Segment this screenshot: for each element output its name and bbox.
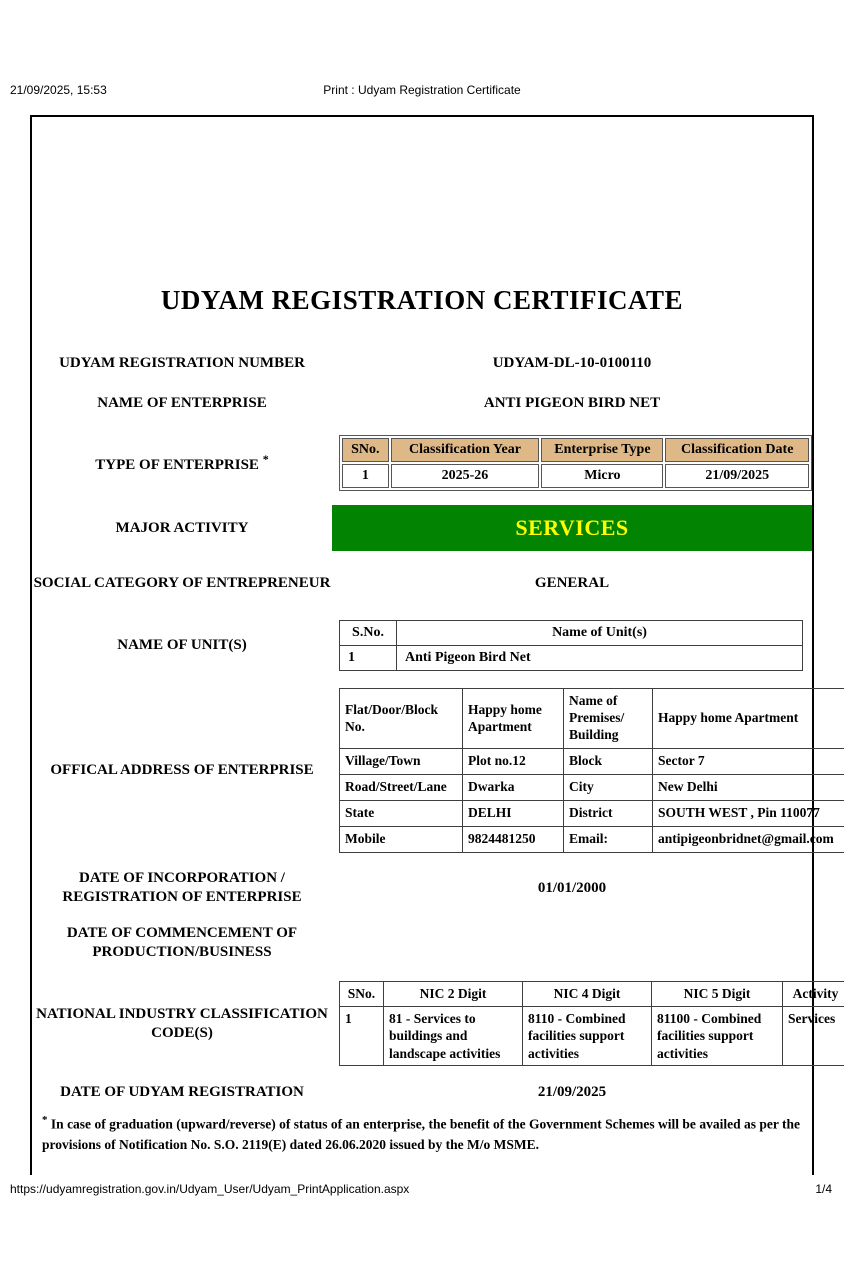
row-registration-number xyxy=(32,354,812,373)
row-incorporation-date xyxy=(32,868,812,908)
print-url: https://udyamregistration.gov.in/Udyam_User/Udyam_PrintApplication.aspx xyxy=(10,1182,410,1196)
cell-block-value: Sector 7 xyxy=(653,749,844,775)
col-sno: SNo. xyxy=(342,438,389,462)
table-row xyxy=(340,749,844,775)
cell-city-value: New Delhi xyxy=(653,774,844,800)
table-row xyxy=(340,826,844,852)
cell-road-label: Road/Street/Lane xyxy=(340,774,463,800)
row-official-address xyxy=(32,688,834,853)
page-number: 1/4 xyxy=(815,1182,832,1196)
name-of-units-label: NAME OF UNIT(S) xyxy=(117,637,247,654)
table-header-row xyxy=(340,621,803,646)
print-datetime: 21/09/2025, 15:53 xyxy=(10,83,107,97)
cell-mobile-label: Mobile xyxy=(340,826,463,852)
nic-table xyxy=(339,981,844,1066)
cell-classification-year: 2025-26 xyxy=(391,464,540,488)
type-of-enterprise-label xyxy=(32,452,332,475)
certificate-sheet xyxy=(30,115,839,1175)
cell-road-value: Dwarka xyxy=(463,774,564,800)
cell-state-value: DELHI xyxy=(463,800,564,826)
cell-flat-value: Happy home Apartment xyxy=(463,689,564,749)
row-udyam-registration-date xyxy=(32,1083,812,1102)
col-nic5digit: NIC 5 Digit xyxy=(652,982,783,1007)
table-header-row xyxy=(342,438,809,462)
major-activity-value: SERVICES xyxy=(515,515,629,540)
units-table xyxy=(339,620,803,671)
cell-village-value: Plot no.12 xyxy=(463,749,564,775)
table-row xyxy=(340,689,844,749)
col-classification-year: Classification Year xyxy=(391,438,540,462)
col-activity: Activity xyxy=(783,982,844,1007)
table-row xyxy=(342,464,809,488)
cell-sno: 1 xyxy=(340,1006,384,1066)
major-activity-label: MAJOR ACTIVITY xyxy=(115,519,249,536)
official-address-label: OFFICAL ADDRESS OF ENTERPRISE xyxy=(50,761,314,778)
cell-premises-label: Name of Premises/ Building xyxy=(564,689,653,749)
row-enterprise-name xyxy=(32,394,812,413)
col-sno: S.No. xyxy=(340,621,397,646)
enterprise-type-table xyxy=(339,435,812,491)
type-of-enterprise-label-text: TYPE OF ENTERPRISE xyxy=(95,456,259,473)
cell-city-label: City xyxy=(564,774,653,800)
col-classification-date: Classification Date xyxy=(665,438,809,462)
row-type-of-enterprise xyxy=(32,435,812,491)
cell-district-value: SOUTH WEST , Pin 110077 xyxy=(653,800,844,826)
udyam-registration-date-label: DATE OF UDYAM REGISTRATION xyxy=(60,1084,304,1100)
cell-activity: Services xyxy=(783,1006,844,1066)
footnote xyxy=(42,1112,800,1155)
enterprise-name-label: NAME OF ENTERPRISE xyxy=(97,395,267,411)
row-commencement-date xyxy=(32,923,812,963)
row-major-activity xyxy=(32,505,812,551)
table-header-row xyxy=(340,982,844,1007)
print-doc-title: Print : Udyam Registration Certificate xyxy=(323,83,521,97)
cell-nic5digit: 81100 - Combined facilities support activities xyxy=(652,1006,783,1066)
cell-district-label: District xyxy=(564,800,653,826)
cell-premises-value: Happy home Apartment xyxy=(653,689,844,749)
major-activity-banner xyxy=(332,505,812,551)
col-unit-name: Name of Unit(s) xyxy=(397,621,803,646)
table-row xyxy=(340,774,844,800)
print-footer xyxy=(0,1182,844,1196)
cell-village-label: Village/Town xyxy=(340,749,463,775)
cell-sno: 1 xyxy=(342,464,389,488)
certificate-title: UDYAM REGISTRATION CERTIFICATE xyxy=(160,285,684,315)
table-row xyxy=(340,1006,844,1066)
cell-flat-label: Flat/Door/Block No. xyxy=(340,689,463,749)
cell-nic2digit: 81 - Services to buildings and landscape activities xyxy=(384,1006,523,1066)
registration-number-label: UDYAM REGISTRATION NUMBER xyxy=(59,355,305,371)
col-sno: SNo. xyxy=(340,982,384,1007)
footnote-text: In case of graduation (upward/reverse) of status of an enterprise, the benefit of the Government Schemes will be availed as per the provisions of Notification No. S.O. 2119(E) dated 26.06.2020 issued by the M/o MSME. xyxy=(42,1116,801,1152)
cell-block-label: Block xyxy=(564,749,653,775)
social-category-label: SOCIAL CATEGORY OF ENTREPRENEUR xyxy=(33,574,331,591)
udyam-registration-date-value: 21/09/2025 xyxy=(537,1083,607,1100)
social-category-value: GENERAL xyxy=(534,574,610,591)
col-nic4digit: NIC 4 Digit xyxy=(523,982,652,1007)
cell-sno: 1 xyxy=(340,646,397,671)
address-table xyxy=(339,688,844,853)
table-row xyxy=(340,646,803,671)
footnote-asterisk: * xyxy=(42,1114,48,1126)
incorporation-date-value: 01/01/2000 xyxy=(537,879,607,896)
cell-nic4digit: 8110 - Combined facilities support activities xyxy=(523,1006,652,1066)
cell-mobile-value: 9824481250 xyxy=(463,826,564,852)
commencement-date-label: DATE OF COMMENCEMENT OF PRODUCTION/BUSINESS xyxy=(66,925,298,960)
row-name-of-units xyxy=(32,620,812,671)
cell-state-label: State xyxy=(340,800,463,826)
row-nic-codes xyxy=(32,981,839,1066)
nic-codes-label: NATIONAL INDUSTRY CLASSIFICATION CODE(S) xyxy=(36,1005,328,1041)
registration-number-value: UDYAM-DL-10-0100110 xyxy=(492,354,652,371)
incorporation-date-label: DATE OF INCORPORATION / REGISTRATION OF ENTERPRISE xyxy=(62,870,302,905)
table-row xyxy=(340,800,844,826)
cell-email-label: Email: xyxy=(564,826,653,852)
enterprise-name-value: ANTI PIGEON BIRD NET xyxy=(483,394,661,411)
cell-enterprise-type: Micro xyxy=(541,464,663,488)
col-nic2digit: NIC 2 Digit xyxy=(384,982,523,1007)
cell-email-value: antipigeonbridnet@gmail.com xyxy=(653,826,844,852)
cell-classification-date: 21/09/2025 xyxy=(665,464,809,488)
row-social-category xyxy=(32,563,812,603)
cell-unit-name: Anti Pigeon Bird Net xyxy=(397,646,803,671)
col-enterprise-type: Enterprise Type xyxy=(541,438,663,462)
print-header xyxy=(0,83,844,97)
type-of-enterprise-asterisk: * xyxy=(262,451,269,466)
